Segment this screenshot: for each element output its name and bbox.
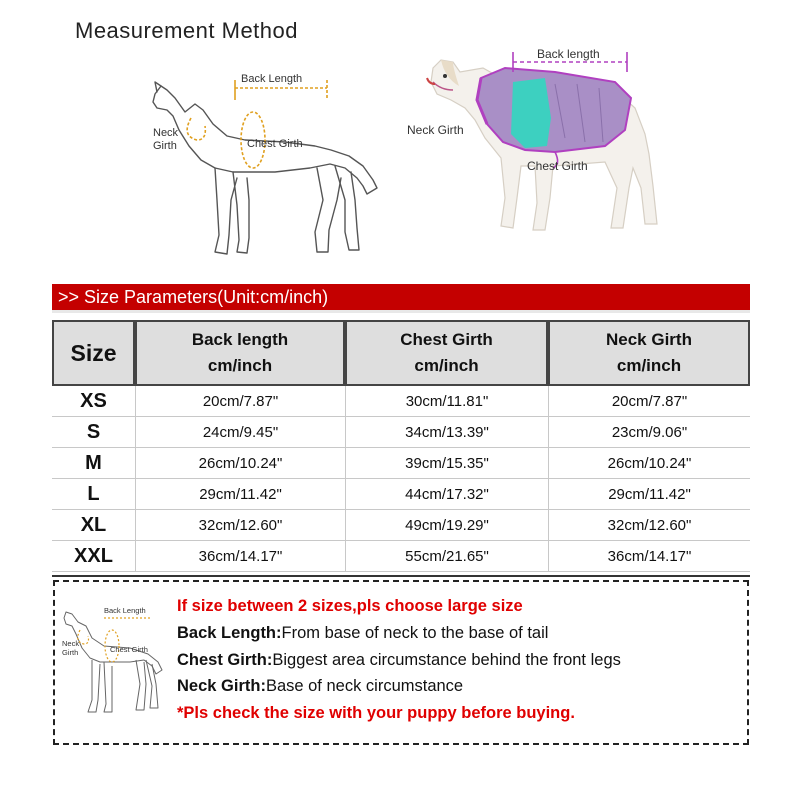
chest-girth-cell: 49cm/19.29" [345,510,548,541]
note-neck-girth-label: Neck Girth: [177,677,266,695]
neck-girth-cell: 29cm/11.42" [548,479,750,510]
note-back-length-label: Back Length: [177,624,282,642]
note-back-length [177,624,548,643]
size-cell: XXL [52,541,135,572]
table-row [52,417,750,448]
header-neck-girth-title: Neck Girth [606,330,692,349]
header-chest-girth-title: Chest Girth [400,330,493,349]
note-back-length-text: From base of neck to the base of tail [281,624,549,642]
size-cell: S [52,417,135,448]
back-length-cell: 36cm/14.17" [135,541,345,572]
note-neck-girth [177,677,463,696]
note-chest-girth [177,651,621,670]
size-cell: L [52,479,135,510]
header-neck-girth [548,320,750,386]
table-row [52,510,750,541]
header-neck-girth-unit: cm/inch [616,356,682,375]
table-row [52,541,750,572]
neck-girth-cell: 26cm/10.24" [548,448,750,479]
size-parameters-banner: >> Size Parameters(Unit:cm/inch) [52,284,750,310]
size-cell: M [52,448,135,479]
table-row [52,386,750,417]
header-chest-girth [345,320,548,386]
back-length-cell: 26cm/10.24" [135,448,345,479]
chest-girth-cell: 55cm/21.65" [345,541,548,572]
table-row [52,448,750,479]
chest-girth-cell: 44cm/17.32" [345,479,548,510]
size-warning-text: If size between 2 sizes,pls choose large size [177,597,523,615]
chest-girth-cell: 39cm/15.35" [345,448,548,479]
diagram-label-neck-1: Neck [153,127,179,139]
table-header-row [52,320,750,386]
note-neck-girth-text: Base of neck circumstance [265,677,464,695]
size-cell: XS [52,386,135,417]
small-diagram-label-back-length: Back Length [104,606,146,615]
note-chest-girth-text: Biggest area circumstance behind the front legs [272,651,621,669]
neck-girth-cell: 20cm/7.87" [548,386,750,417]
note-chest-girth-label: Chest Girth: [177,651,273,669]
diagram-label-neck-2: Girth [153,140,177,152]
chest-girth-cell: 30cm/11.81" [345,386,548,417]
header-back-length [135,320,345,386]
header-back-length-title: Back length [191,330,289,349]
photo-label-back-length: Back length [537,47,600,61]
back-length-cell: 29cm/11.42" [135,479,345,510]
vest [477,68,631,152]
diagram-label-chest-girth: Chest Girth [247,138,303,150]
neck-girth-cell: 32cm/12.60" [548,510,750,541]
banner-divider [52,310,750,313]
page-title: Measurement Method [75,18,298,43]
small-diagram-label-chest-girth: Chest Girth [110,645,148,654]
photo-label-chest-girth: Chest Girth [527,159,588,173]
small-dog-diagram [60,600,168,718]
size-cell: XL [52,510,135,541]
header-back-length-unit: cm/inch [207,356,273,375]
back-length-cell: 32cm/12.60" [135,510,345,541]
dog-vest-photo [405,38,695,238]
table-row [52,479,750,510]
size-table [52,320,750,572]
neck-girth-cell: 36cm/14.17" [548,541,750,572]
small-diagram-label-neck-1: Neck [62,639,80,648]
dog-outline-diagram [145,60,385,265]
small-diagram-label-neck-2: Girth [62,648,79,657]
diagram-label-back-length: Back Length [241,73,303,85]
chest-girth-cell: 34cm/13.39" [345,417,548,448]
photo-label-neck-girth: Neck Girth [407,123,464,137]
check-size-text: *Pls check the size with your puppy before buying. [177,704,575,722]
neck-girth-cell: 23cm/9.06" [548,417,750,448]
back-length-cell: 20cm/7.87" [135,386,345,417]
header-chest-girth-unit: cm/inch [414,356,479,375]
header-size: Size [52,320,135,386]
table-bottom-rule [52,575,750,577]
back-length-cell: 24cm/9.45" [135,417,345,448]
